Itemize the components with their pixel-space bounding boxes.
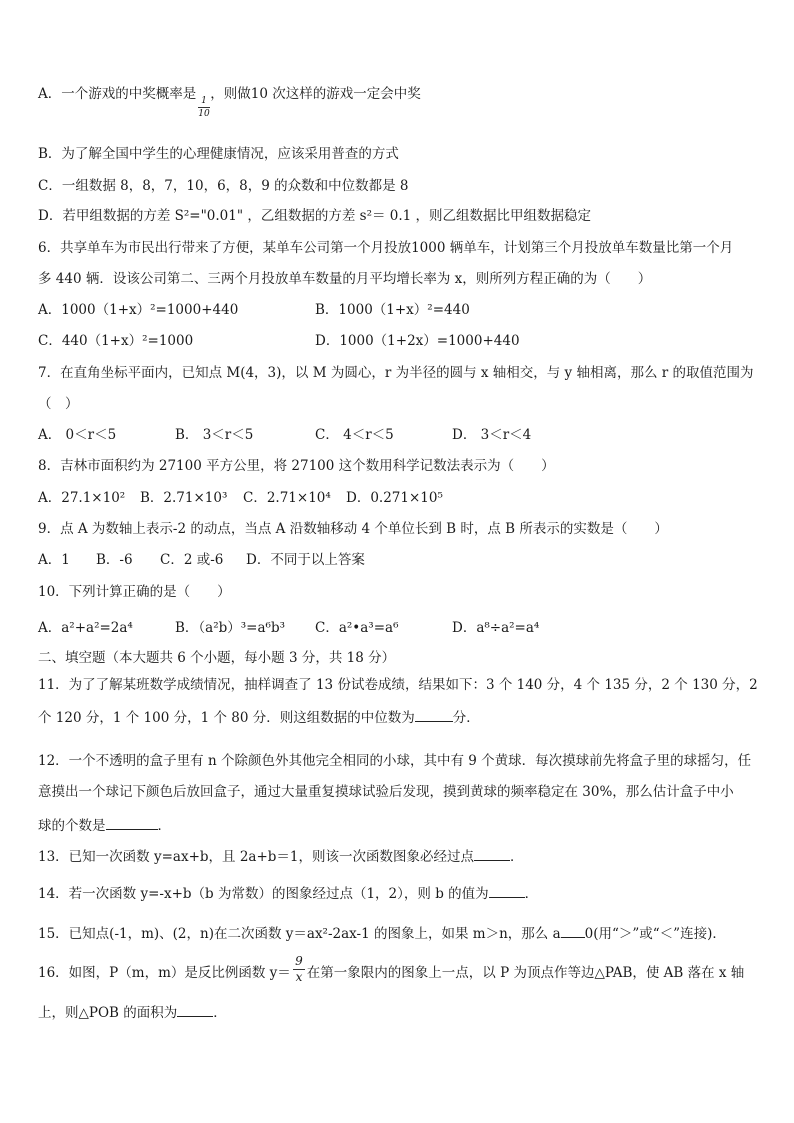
q11-line1: 11．为了了解某班数学成绩情况，抽样调查了 13 份试卷成绩，结果如下：3 个 140 分，4 个 135 分，2 个 130 分，2 bbox=[38, 677, 758, 693]
q10-option-c: C．a²•a³=a⁶ bbox=[315, 620, 399, 636]
answer-blank bbox=[415, 707, 453, 722]
q8-option-b: B．2.71×10³ bbox=[140, 490, 228, 506]
q12-line3-pre: 球的个数是 bbox=[38, 818, 106, 834]
q16-line1 bbox=[38, 964, 744, 982]
q16-line2-post: ． bbox=[213, 1005, 227, 1021]
q10-option-a: A．a²+a²=2a⁴ bbox=[38, 620, 133, 636]
q7-option-c: C． 4＜r＜5 bbox=[315, 427, 394, 443]
q10-option-b: B．（a²b）³=a⁶b³ bbox=[175, 620, 286, 636]
q7-option-a: A． 0＜r＜5 bbox=[38, 427, 117, 443]
q13-stem bbox=[38, 846, 524, 866]
q7-stem-line1: 7．在直角坐标平面内，已知点 M(4，3)，以 M 为圆心，r 为半径的圆与 x 轴相交，与 y 轴相离，那么 r 的取值范围为 bbox=[38, 365, 754, 381]
q14-stem bbox=[38, 883, 538, 903]
q7-stem-line2: （ ） bbox=[38, 396, 79, 412]
q6-option-d: D．1000（1+2x）=1000+440 bbox=[315, 333, 520, 349]
q16-fraction bbox=[293, 955, 305, 984]
q11-line2-post: 分． bbox=[452, 710, 480, 726]
q12-line3 bbox=[38, 815, 171, 835]
q9-stem: 9．点 A 为数轴上表示-2 的动点，当点 A 沿数轴移动 4 个单位长到 B 时，点 B 所表示的实数是（ ） bbox=[38, 521, 668, 537]
answer-blank bbox=[106, 815, 158, 830]
q5-option-a-post: ，则做10 次这样的游戏一定会中奖 bbox=[210, 86, 421, 102]
q15-pre: 15．已知点(-1，m)、(2，n)在二次函数 y＝ax²-2ax-1 的图象上，如果 m＞n，那么 a bbox=[38, 926, 561, 942]
q9-option-b: B．-6 bbox=[96, 552, 133, 568]
q5-option-a-fraction bbox=[197, 96, 211, 119]
q12-line3-post: ． bbox=[157, 818, 171, 834]
q12-line2: 意摸出一个球记下颜色后放回盒子，通过大量重复摸球试验后发现，摸到黄球的频率稳定在 30%，那么估计盒子中小 bbox=[38, 784, 734, 800]
q5-option-a-pre: A．一个游戏的中奖概率是 bbox=[38, 86, 197, 102]
q6-stem-line1: 6．共享单车为市民出行带来了方便，某单车公司第一个月投放1000 辆单车，计划第三个月投放单车数量比第一个月 bbox=[38, 240, 734, 256]
q16-fraction-numerator: 9 bbox=[295, 954, 303, 968]
q9-option-c: C．2 或-6 bbox=[160, 552, 224, 568]
q7-option-d: D． 3＜r＜4 bbox=[452, 427, 532, 443]
q5-fraction-denominator: 10 bbox=[198, 109, 210, 119]
q14-pre: 14．若一次函数 y=-x+b（b 为常数）的图象经过点（1，2），则 b 的值为 bbox=[38, 886, 489, 902]
q16-pre: 16．如图，P（m，m）是反比例函数 y＝ bbox=[38, 965, 291, 981]
q8-stem: 8．吉林市面积约为 27100 平方公里，将 27100 这个数用科学记数法表示为（ ） bbox=[38, 458, 555, 474]
q8-option-c: C．2.71×10⁴ bbox=[243, 490, 331, 506]
q16-post: 在第一象限内的图象上一点，以 P 为顶点作等边△PAB，使 AB 落在 x 轴 bbox=[306, 965, 745, 981]
q6-stem-line2: 多 440 辆．设该公司第二、三两个月投放单车数量的月平均增长率为 x，则所列方程正确的为（ ） bbox=[38, 271, 652, 287]
q10-option-d: D．a⁸÷a²=a⁴ bbox=[452, 620, 540, 636]
q8-option-d: D．0.271×10⁵ bbox=[346, 490, 443, 506]
q5-option-b: B．为了解全国中学生的心理健康情况，应该采用普查的方式 bbox=[38, 146, 399, 162]
answer-blank bbox=[561, 923, 585, 938]
q6-option-a: A．1000（1+x）²=1000+440 bbox=[38, 302, 239, 318]
q6-option-b: B．1000（1+x）²=440 bbox=[315, 302, 470, 318]
q14-post: ． bbox=[524, 886, 539, 902]
q13-pre: 13．已知一次函数 y=ax+b，且 2a+b＝1，则该一次函数图象必经过点 bbox=[38, 849, 474, 865]
q16-line2 bbox=[38, 1002, 227, 1022]
q6-option-c: C．440（1+x）²=1000 bbox=[38, 333, 194, 349]
q7-option-b: B． 3＜r＜5 bbox=[175, 427, 254, 443]
q11-line2-pre: 个 120 分，1 个 100 分，1 个 80 分．则这组数据的中位数为 bbox=[38, 710, 415, 726]
fraction-bar bbox=[198, 107, 210, 108]
q16-fraction-denominator: x bbox=[295, 970, 303, 984]
q5-fraction-numerator: 1 bbox=[201, 96, 207, 106]
answer-blank bbox=[177, 1002, 213, 1017]
q9-option-a: A．1 bbox=[38, 552, 70, 568]
answer-blank bbox=[474, 846, 510, 861]
q16-line2-pre: 上，则△POB 的面积为 bbox=[38, 1005, 178, 1021]
q9-option-d: D．不同于以上答案 bbox=[246, 552, 365, 568]
q5-option-a bbox=[38, 85, 421, 103]
section-heading: 二、填空题（本大题共 6 个小题，每小题 3 分，共 18 分） bbox=[38, 650, 396, 666]
q5-option-c: C．一组数据 8，8，7，10，6，8，9 的众数和中位数都是 8 bbox=[38, 178, 409, 194]
answer-blank bbox=[489, 883, 525, 898]
q10-stem: 10．下列计算正确的是（ ） bbox=[38, 584, 231, 600]
q11-line2 bbox=[38, 707, 480, 727]
q8-option-a: A．27.1×10² bbox=[38, 490, 126, 506]
q15-stem bbox=[38, 923, 726, 943]
q13-post: ． bbox=[510, 849, 524, 865]
q12-line1: 12．一个不透明的盒子里有 n 个除颜色外其他完全相同的小球，其中有 9 个黄球．每次摸球前先将盒子里的球摇匀，任 bbox=[38, 753, 752, 769]
q15-post: 0(用“＞”或“＜”连接)． bbox=[584, 926, 726, 942]
q5-option-d: D．若甲组数据的方差 S²="0.01" ，乙组数据的方差 s²＝ 0.1 ，则乙组数据比甲组数据稳定 bbox=[38, 208, 592, 224]
